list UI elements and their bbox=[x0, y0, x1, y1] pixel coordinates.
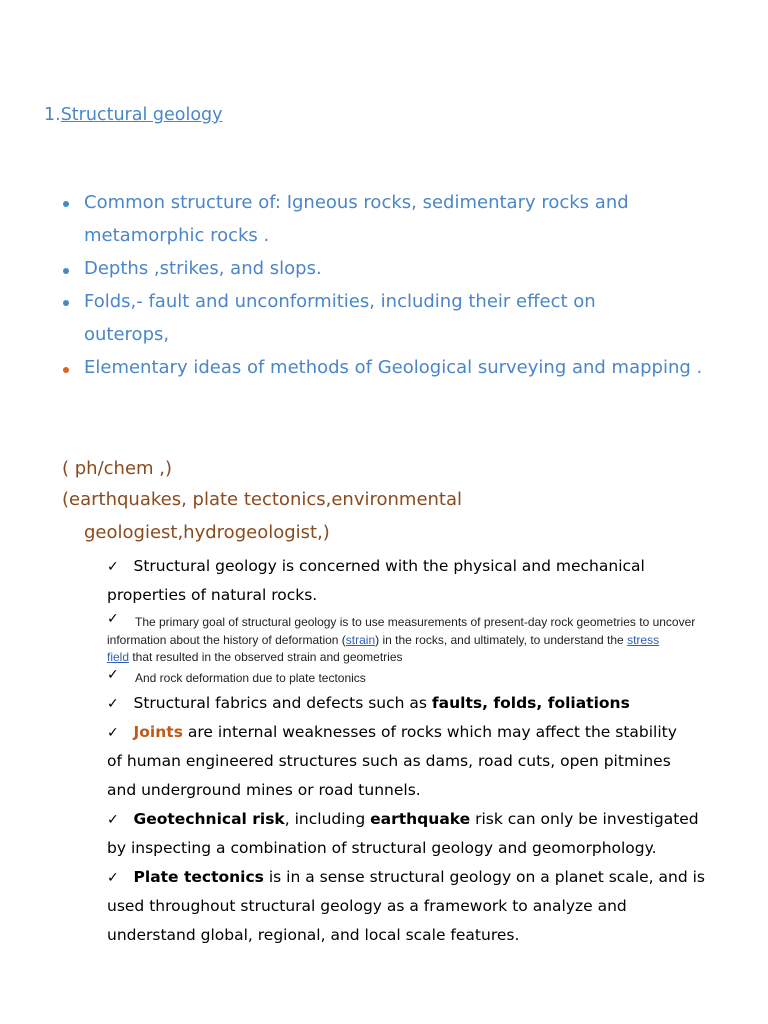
check-item-continuation: and underground mines or road tunnels. bbox=[107, 781, 421, 799]
check-item-small-continuation: information about the history of deformation (strain) in the rocks, and ultimately, to understand the stress bbox=[107, 633, 660, 647]
check-item: ✓ Joints are internal weaknesses of rocks which may affect the stability bbox=[107, 723, 677, 741]
field-link[interactable]: field bbox=[107, 650, 130, 664]
bullet-item: Elementary ideas of methods of Geological surveying and mapping . bbox=[84, 357, 703, 378]
bullet-dot bbox=[63, 201, 69, 207]
topics-note-line1: (earthquakes, plate tectonics,environmental bbox=[62, 489, 463, 510]
check-item-continuation: by inspecting a combination of structural geology and geomorphology. bbox=[107, 839, 657, 857]
check-item-small: And rock deformation due to plate tectonics bbox=[135, 671, 366, 685]
check-item-continuation: properties of natural rocks. bbox=[107, 586, 318, 604]
check-item-small-continuation: field that resulted in the observed strain and geometries bbox=[107, 650, 403, 664]
heading-number: 1. bbox=[44, 105, 61, 125]
bullet-item: Folds,- fault and unconformities, including their effect on bbox=[84, 291, 596, 312]
checkmark-icon: ✓ bbox=[107, 870, 119, 886]
bullet-item: Common structure of: Igneous rocks, sedimentary rocks and bbox=[84, 192, 629, 213]
bullet-item: Depths ,strikes, and slops. bbox=[84, 258, 322, 279]
checkmark-icon: ✓ bbox=[107, 611, 119, 627]
check-item-continuation: used throughout structural geology as a framework to analyze and bbox=[107, 897, 627, 915]
bullet-dot bbox=[63, 367, 69, 373]
check-item: ✓ Structural fabrics and defects such as faults, folds, foliations bbox=[107, 694, 630, 712]
checkmark-icon: ✓ bbox=[107, 812, 119, 828]
topics-note-line2: geologiest,hydrogeologist,) bbox=[84, 522, 330, 543]
bullet-dot bbox=[63, 300, 69, 306]
stress-link[interactable]: stress bbox=[627, 633, 660, 647]
check-item: ✓ Geotechnical risk, including earthquake risk can only be investigated bbox=[107, 810, 699, 828]
section-heading bbox=[44, 105, 223, 125]
check-item-continuation: of human engineered structures such as dams, road cuts, open pitmines bbox=[107, 752, 671, 770]
strain-link[interactable]: strain bbox=[345, 633, 376, 647]
checkmark-icon: ✓ bbox=[107, 696, 119, 712]
check-item-continuation: understand global, regional, and local scale features. bbox=[107, 926, 520, 944]
checkmark-icon: ✓ bbox=[107, 667, 119, 683]
checkmark-icon: ✓ bbox=[107, 559, 119, 575]
check-item-small: The primary goal of structural geology is to use measurements of present-day rock geometries to uncover bbox=[135, 615, 696, 629]
ph-chem-note: ( ph/chem ,) bbox=[62, 458, 173, 479]
bullet-continuation: outerops, bbox=[84, 324, 170, 345]
joints-term: Joints bbox=[133, 723, 183, 741]
check-item: ✓ Structural geology is concerned with the physical and mechanical bbox=[107, 557, 645, 575]
check-item: ✓ Plate tectonics is in a sense structural geology on a planet scale, and is bbox=[107, 868, 705, 886]
checkmark-icon: ✓ bbox=[107, 725, 119, 741]
bullet-continuation: metamorphic rocks . bbox=[84, 225, 270, 246]
heading-title: Structural geology bbox=[60, 105, 223, 125]
bullet-dot bbox=[63, 268, 69, 274]
